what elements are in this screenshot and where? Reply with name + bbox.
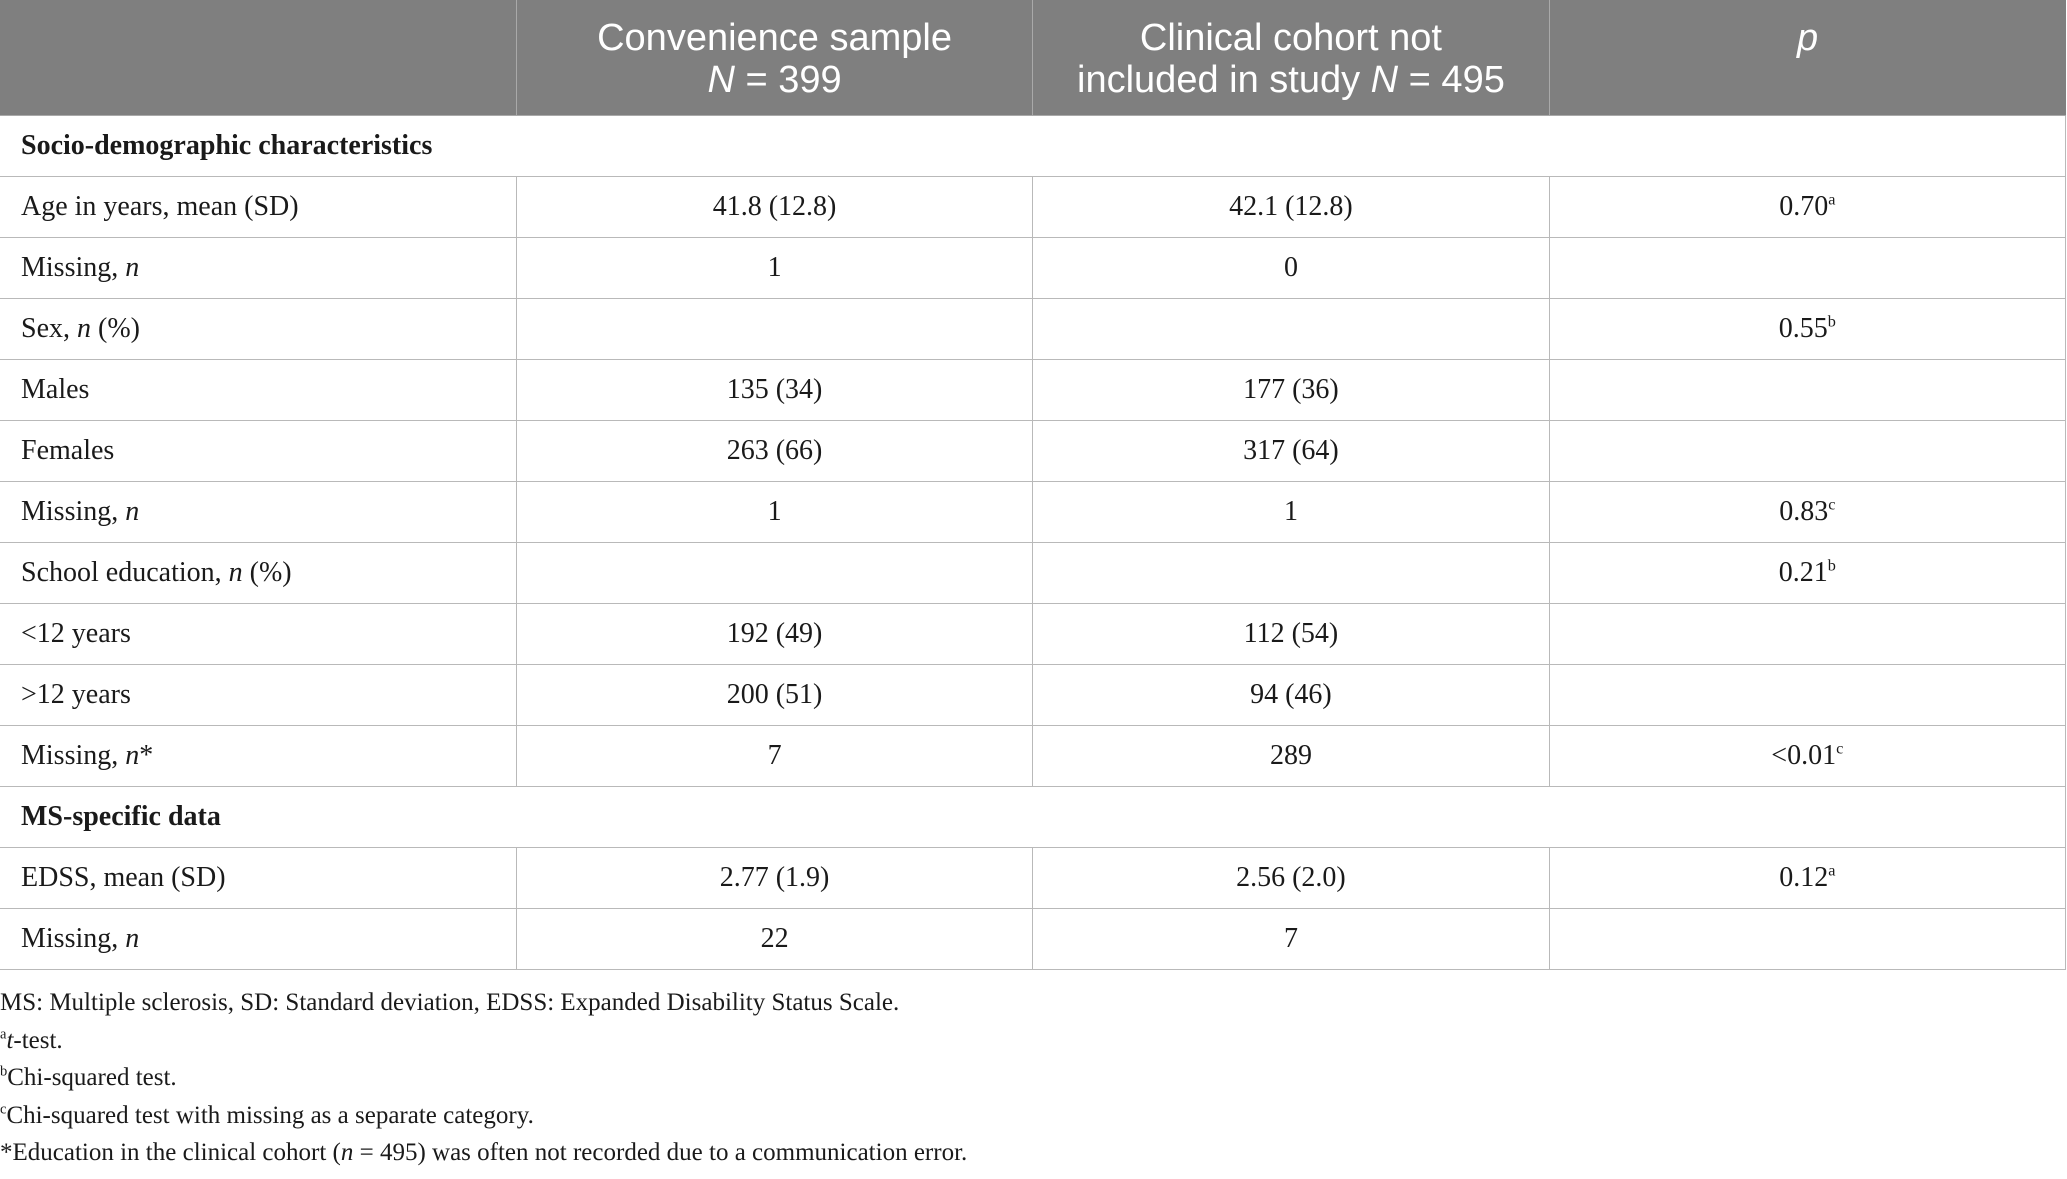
footnote-text: -test. <box>13 1026 63 1054</box>
row-label <box>0 665 516 726</box>
header-text-italic: p <box>1796 17 1819 59</box>
row-label <box>0 604 516 665</box>
header-line <box>1039 17 1542 59</box>
section-label <box>0 787 2066 848</box>
row-label <box>0 421 516 482</box>
convenience-sample-value: 192 (49) <box>516 604 1032 665</box>
label-text-italic: n <box>77 313 91 344</box>
footnote-marker: c <box>1836 739 1844 758</box>
row-label <box>0 177 516 238</box>
label-text: Missing, <box>21 923 126 954</box>
p-value-text: <0.01 <box>1771 740 1837 771</box>
table-row <box>0 177 2066 238</box>
label-text: Missing, <box>21 252 126 283</box>
table-row <box>0 604 2066 665</box>
p-value <box>1549 909 2065 970</box>
row-label <box>0 848 516 909</box>
row-label <box>0 238 516 299</box>
label-text: Missing, <box>21 740 126 771</box>
footnote-text: Chi-squared test. <box>7 1064 177 1091</box>
row-label <box>0 726 516 787</box>
label-text-italic: n <box>125 252 140 283</box>
label-text-italic: n <box>125 740 140 771</box>
footnote-text: MS: Multiple sclerosis, SD: Standard deviation, EDSS: Expanded Disability Status Scale. <box>0 989 900 1016</box>
label-text: Missing, <box>21 496 126 527</box>
p-value-text: 0.21 <box>1778 557 1828 588</box>
header-text: included in study <box>1077 59 1371 101</box>
footnote-a <box>0 1022 2060 1060</box>
footnote-text-italic: n <box>340 1139 354 1166</box>
clinical-cohort-value: 112 (54) <box>1033 604 1549 665</box>
label-text: Sex, <box>21 313 77 344</box>
footnote-marker: c <box>1828 495 1836 514</box>
clinical-cohort-value: 289 <box>1033 726 1549 787</box>
footnote-text: *Education in the clinical cohort ( <box>0 1139 341 1166</box>
label-text: School education, <box>21 557 229 588</box>
footnote-marker: b <box>1827 312 1836 331</box>
clinical-cohort-value: 2.56 (2.0) <box>1033 848 1549 909</box>
header-text: Convenience sample <box>597 17 952 59</box>
clinical-cohort-value: 317 (64) <box>1033 421 1549 482</box>
footnote-marker: c <box>0 1101 7 1118</box>
table-footnotes <box>0 984 2060 1172</box>
section-row-ms-specific <box>0 787 2066 848</box>
table-row <box>0 665 2066 726</box>
clinical-cohort-value <box>1033 543 1549 604</box>
footnote-text: Chi-squared test with missing as a separate category. <box>6 1101 534 1129</box>
label-text: (%) <box>242 557 292 588</box>
table-row <box>0 848 2066 909</box>
convenience-sample-value <box>516 299 1032 360</box>
convenience-sample-value: 7 <box>516 726 1032 787</box>
footnote-marker: b <box>1827 556 1836 575</box>
convenience-sample-value: 200 (51) <box>516 665 1032 726</box>
label-text: Females <box>21 435 115 466</box>
section-label <box>0 116 2066 177</box>
header-line <box>523 17 1026 59</box>
label-text-italic: n <box>228 557 243 588</box>
table-row <box>0 482 2066 543</box>
row-label <box>0 543 516 604</box>
header-row <box>0 0 2066 116</box>
clinical-cohort-value: 94 (46) <box>1033 665 1549 726</box>
p-value <box>1549 421 2065 482</box>
header-text-italic: N <box>1370 59 1399 101</box>
p-value <box>1549 543 2065 604</box>
label-text: <12 years <box>21 618 131 649</box>
label-text: Age in years, mean (SD) <box>21 191 299 222</box>
header-text: = 399 <box>734 59 842 101</box>
label-text: (%) <box>91 313 140 344</box>
header-cell-clinical-cohort <box>1033 0 1549 116</box>
clinical-cohort-value: 177 (36) <box>1033 360 1549 421</box>
clinical-cohort-value: 0 <box>1033 238 1549 299</box>
p-value <box>1549 299 2065 360</box>
label-text: >12 years <box>21 679 131 710</box>
label-text: * <box>139 740 154 771</box>
convenience-sample-value: 1 <box>516 238 1032 299</box>
section-label-text: MS-specific data <box>21 801 221 832</box>
convenience-sample-value: 41.8 (12.8) <box>516 177 1032 238</box>
table-row <box>0 909 2066 970</box>
table-row <box>0 299 2066 360</box>
header-text-italic: N <box>707 59 735 101</box>
label-text: Males <box>21 374 90 405</box>
table-row <box>0 726 2066 787</box>
p-value <box>1549 726 2065 787</box>
header-cell-p <box>1549 0 2065 116</box>
section-label-text: Socio-demographic characteristics <box>21 130 433 161</box>
footnote-text: = 495) was often not recorded due to a communication error. <box>353 1139 968 1166</box>
footnote-c <box>0 1097 2060 1135</box>
footnote-marker: b <box>0 1063 8 1080</box>
convenience-sample-value: 1 <box>516 482 1032 543</box>
p-value-text: 0.70 <box>1779 191 1829 222</box>
table-row <box>0 360 2066 421</box>
header-line <box>1039 59 1542 101</box>
header-text: Clinical cohort not <box>1139 17 1442 59</box>
clinical-cohort-value: 1 <box>1033 482 1549 543</box>
convenience-sample-value: 2.77 (1.9) <box>516 848 1032 909</box>
row-label <box>0 909 516 970</box>
p-value-text: 0.55 <box>1778 313 1828 344</box>
label-text-italic: n <box>125 496 140 527</box>
clinical-cohort-value: 7 <box>1033 909 1549 970</box>
row-label <box>0 299 516 360</box>
convenience-sample-value <box>516 543 1032 604</box>
footnote-text-italic: t <box>6 1026 14 1054</box>
clinical-cohort-value: 42.1 (12.8) <box>1033 177 1549 238</box>
label-text: EDSS, mean (SD) <box>21 862 226 893</box>
header-line <box>523 59 1026 101</box>
p-value <box>1549 604 2065 665</box>
table-row <box>0 421 2066 482</box>
p-value <box>1549 360 2065 421</box>
header-cell-convenience-sample <box>516 0 1032 116</box>
p-value <box>1549 482 2065 543</box>
p-value-text: 0.83 <box>1779 496 1829 527</box>
p-value <box>1549 177 2065 238</box>
row-label <box>0 482 516 543</box>
p-value <box>1549 238 2065 299</box>
footnote-b <box>0 1059 2060 1097</box>
convenience-sample-value: 263 (66) <box>516 421 1032 482</box>
footnote-marker: a <box>1828 861 1836 880</box>
row-label <box>0 360 516 421</box>
table-row <box>0 238 2066 299</box>
footnote-marker: a <box>1828 190 1836 209</box>
label-text-italic: n <box>125 923 140 954</box>
header-cell-variable <box>0 0 516 116</box>
footnote-asterisk <box>0 1134 2060 1172</box>
p-value <box>1549 665 2065 726</box>
convenience-sample-value: 22 <box>516 909 1032 970</box>
section-row-socio-demographic <box>0 116 2066 177</box>
table-row <box>0 543 2066 604</box>
convenience-sample-value: 135 (34) <box>516 360 1032 421</box>
footnote-marker: a <box>0 1026 7 1043</box>
header-text: = 495 <box>1398 59 1505 101</box>
p-value <box>1549 848 2065 909</box>
p-value-text: 0.12 <box>1779 862 1829 893</box>
footnote-abbreviations <box>0 984 2060 1022</box>
clinical-cohort-value <box>1033 299 1549 360</box>
